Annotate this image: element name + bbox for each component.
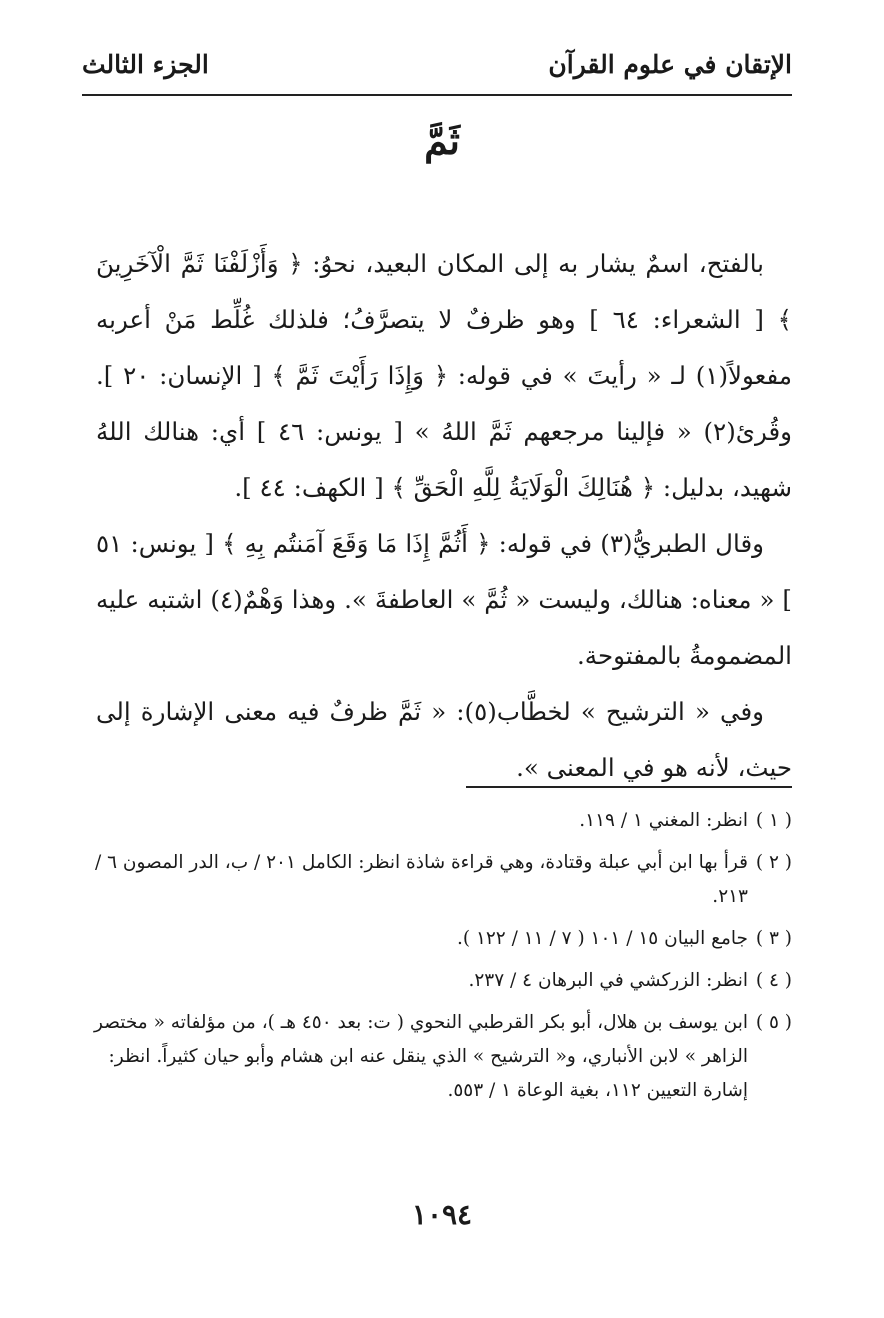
footnote-number: ( ٢ ) — [755, 852, 792, 873]
footnote-1 — [82, 804, 792, 838]
footnote-separator — [466, 786, 792, 788]
footnote-number: ( ١ ) — [755, 810, 792, 831]
paragraph-2: وقال الطبريُّ(٣) في قوله: ﴿ أَثُمَّ إِذَا مَا وَقَعَ آمَنتُم بِهِ ﴾ [ يونس: ٥١ ] « معناه: هنالك، وليست « ثُمَّ » العاطفةَ ». وهذا وَهْمٌ(٤) اشتبه عليه المضمومةُ بالمفتوحة. — [96, 529, 792, 670]
part-label: الجزء الثالث — [82, 50, 209, 79]
footnote-text: قرأ بها ابن أبي عبلة وقتادة، وهي قراءة شاذة انظر: الكامل ٢٠١ / ب، الدر المصون ٦ / ٢١٣. — [94, 852, 748, 907]
paragraph-1: بالفتح، اسمٌ يشار به إلى المكان البعيد، نحوُ: ﴿ وَأَزْلَفْنَا ثَمَّ الْآخَرِينَ ﴾ [ الشعراء: ٦٤ ] وهو ظرفٌ لا يتصرَّفُ؛ فلذلك غُلِّط مَنْ أعربه مفعولاً(١) لـ « رأيتَ » في قوله: ﴿ وَإِذَا رَأَيْتَ ثَمَّ ﴾ [ الإنسان: ٢٠ ]. وقُرئ(٢) « فإلينا مرجعهم ثَمَّ اللهُ » [ يونس: ٤٦ ] أي: هنالك اللهُ شهيد، بدليل: ﴿ هُنَالِكَ الْوَلَايَةُ لِلَّهِ الْحَقِّ ﴾ [ الكهف: ٤٤ ]. — [96, 249, 792, 502]
footnote-number: ( ٤ ) — [755, 970, 792, 991]
running-header — [82, 44, 792, 96]
footnote-text: ابن يوسف بن هلال، أبو بكر القرطبي النحوي ( ت: بعد ٤٥٠ هـ )، من مؤلفاته « مختصر الزاهر » لابن الأنباري، و« الترشيح » الذي ينقل عنه ابن هشام وأبو حيان كثيراً. انظر: إشارة التعيين ١١٢، بغية الوعاة ١ / ٥٥٣. — [94, 1012, 748, 1101]
footnote-text: انظر: الزركشي في البرهان ٤ / ٢٣٧. — [468, 970, 748, 991]
footnote-number: ( ٣ ) — [755, 928, 792, 949]
page-number: ١٠٩٤ — [411, 1198, 473, 1231]
footnote-text: جامع البيان ١٥ / ١٠١ ( ٧ / ١١ / ١٢٢ ). — [456, 928, 748, 949]
footnote-4 — [82, 964, 792, 998]
footnote-3 — [82, 922, 792, 956]
main-text — [96, 236, 792, 796]
footnote-number: ( ٥ ) — [755, 1012, 792, 1033]
footnote-text: انظر: المغني ١ / ١١٩. — [579, 810, 748, 831]
paragraph-3: وفي « الترشيح » لخطَّاب(٥): « ثَمَّ ظرفٌ فيه معنى الإشارة إلى حيث، لأنه هو في المعنى ». — [96, 697, 792, 782]
footnotes — [82, 804, 792, 1116]
entry-title: ثَمَّ — [424, 118, 460, 163]
footnote-2 — [82, 846, 792, 914]
footnote-5 — [82, 1006, 792, 1108]
book-title: الإتقان في علوم القرآن — [548, 50, 792, 79]
